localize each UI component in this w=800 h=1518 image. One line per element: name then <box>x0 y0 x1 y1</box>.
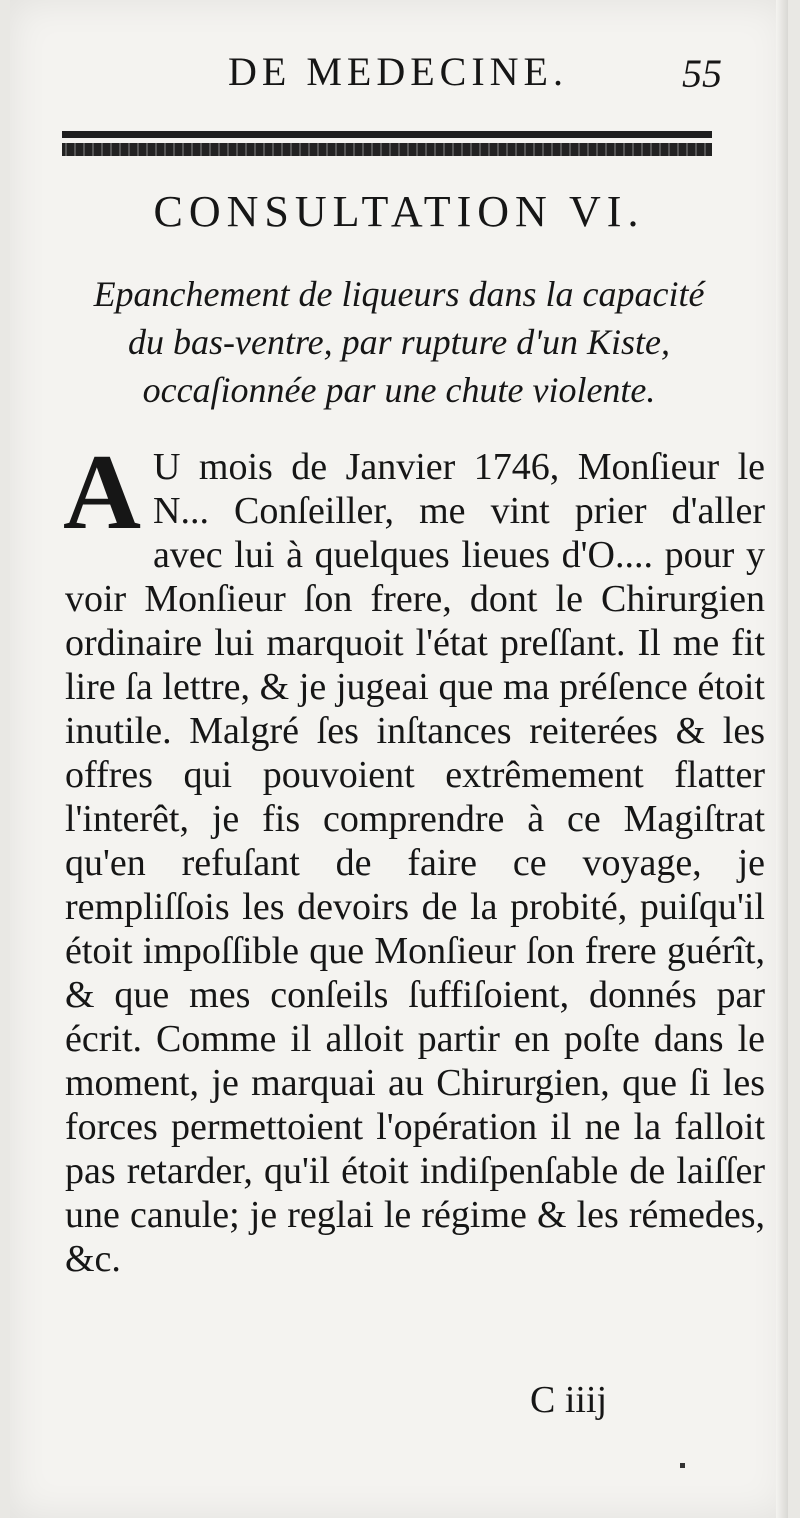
section-heading: CONSULTATION VI. <box>153 187 645 236</box>
ornamental-rule-thick <box>62 131 712 138</box>
ink-speck <box>680 1463 685 1468</box>
body-text: U mois de Janvier 1746, Monſieur le N... Conſeiller, me vint prier d'aller avec lui à quelques lieues d'O.... pour y voir Monſieur ſon frere, dont le Chirurgien ordinaire lui marquoit l'état preſſant. Il me fit lire ſa lettre, & je jugeai que ma préſence étoit inutile. Malgré ſes inſtances reiterées & les offres qui pouvoient extrêmement flatter l'interêt, je fis comprendre à ce Magiſtrat qu'en refuſant de faire ce voyage, je rempliſſois les devoirs de la probité, puiſqu'il étoit impoſſible que Monſieur ſon frere guérît, & que mes conſeils ſuffiſoient, donnés par écrit. Comme il alloit partir en poſte dans le moment, je marquai au Chirurgien, que ſi les forces permettoient l'opération il ne la falloit pas retarder, qu'il étoit indiſpenſable de laiſſer une canule; je reglai le régime & les rémedes, &c. <box>65 446 765 1280</box>
ornamental-rule-pattern <box>62 143 712 156</box>
section-subtitle <box>10 270 788 414</box>
running-head <box>10 48 788 98</box>
subtitle-line: Epanchement de liqueurs dans la capacité <box>93 274 705 314</box>
subtitle-line: occaſionnée par une chute violente. <box>142 370 656 410</box>
body-paragraph <box>63 433 765 1281</box>
subtitle-line: du bas-ventre, par rupture d'un Kiste, <box>128 322 670 362</box>
drop-cap: A <box>63 433 141 552</box>
book-page <box>10 0 788 1518</box>
page-number: 55 <box>682 51 722 96</box>
signature-mark: C iiij <box>530 1379 608 1421</box>
running-head-title: DE MEDECINE. <box>228 49 568 94</box>
